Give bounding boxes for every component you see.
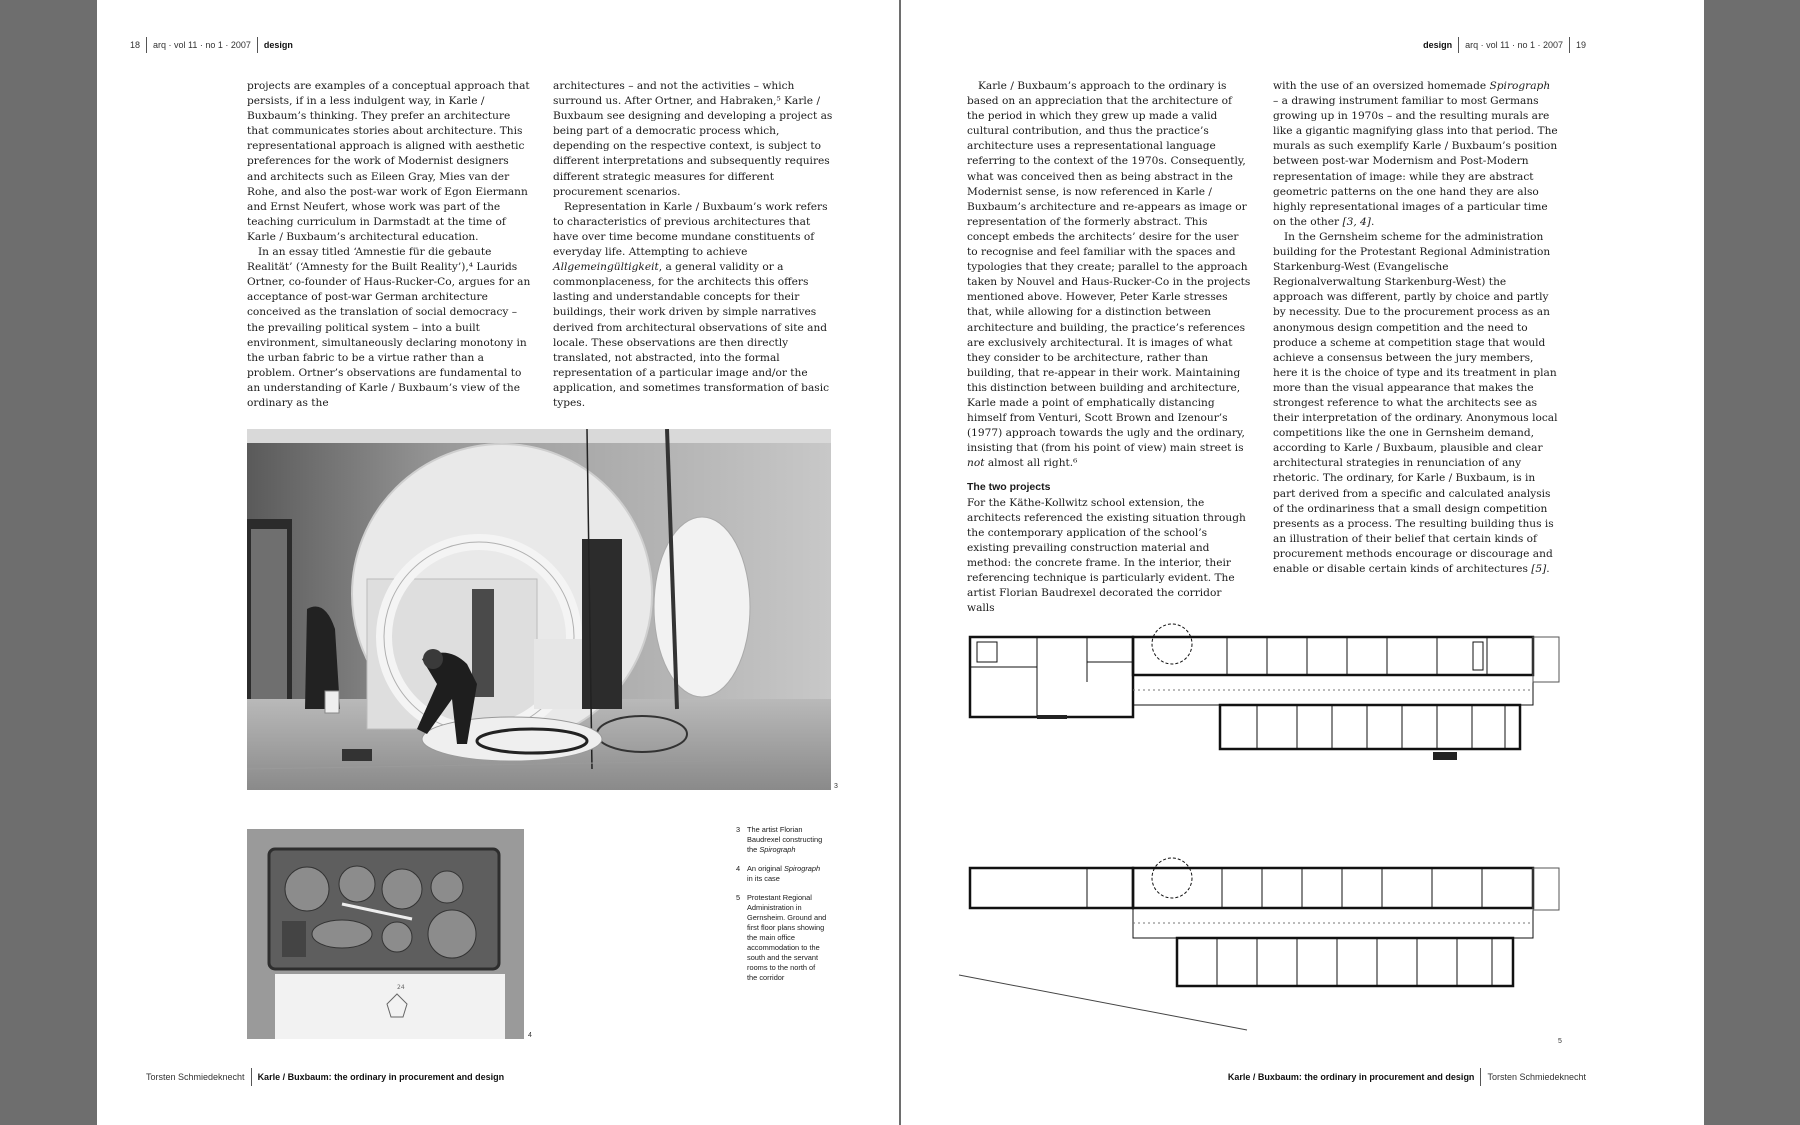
paragraph: projects are examples of a conceptual approach that persists, if in a less indulgent way, in Karle / Buxbaum’s thinking. They prefer an architecture that communicates stories about architecture. This representational approach is aligned with aesthetic preferences for the work of Modernist designers and architects such as Eileen Gray, Mies van der Rohe, and also the post-war work of Egon Eiermann and Ernst Neufert, whose work was part of the teaching curriculum in Darmstadt at the time of Karle / Buxbaum’s architectural education. xyxy=(247,80,530,243)
right-text-column-1 xyxy=(967,79,1252,616)
left-page xyxy=(97,0,899,1125)
right-running-header xyxy=(1423,37,1586,53)
svg-text:24: 24 xyxy=(397,984,405,991)
footer-author: Torsten Schmiedeknecht xyxy=(1487,1072,1586,1082)
footer-article-title: Karle / Buxbaum: the ordinary in procurement and design xyxy=(257,1072,505,1082)
ground-floor-plan xyxy=(967,622,1563,772)
paragraph: with the use of an oversized homemade Spirograph – a drawing instrument familiar to most Germans growing up in 1970s – and the resulting murals are like a gigantic magnifying glass into that period. The murals as such exemplify Karle / Buxbaum’s position between post-war Modernism and Post-Modern representation of image: while they are abstract geometric patterns on the one hand they are also highly representational images of a particular time on the other [3, 4]. xyxy=(1273,80,1558,228)
figure-3-photo xyxy=(247,429,831,790)
figure-captions xyxy=(736,825,827,992)
left-journal-info: arq · vol 11 · no 1 · 2007 xyxy=(153,40,251,50)
right-page xyxy=(901,0,1704,1125)
paragraph: architectures – and not the activities – which surround us. After Ortner, and Habraken,⁵ Karle / Buxbaum see designing and developing a project as being part of a democratic process which, depending on the respective context, is subject to different interpretations and subsequently requires different strategic measures for different procurement scenarios. xyxy=(553,80,833,198)
right-running-footer xyxy=(1228,1068,1586,1086)
caption-3: 3 The artist Florian Baudrexel constructing the Spirograph xyxy=(736,825,823,854)
left-page-number: 18 xyxy=(130,40,141,50)
left-running-footer xyxy=(146,1068,504,1086)
left-running-header xyxy=(130,37,293,53)
left-section-label: design xyxy=(263,40,293,50)
figure-4-number: 4 xyxy=(528,1032,532,1039)
first-floor-plan xyxy=(957,850,1563,1035)
left-text-column-1 xyxy=(247,79,532,411)
right-page-number: 19 xyxy=(1575,40,1586,50)
artist-studio-illustration xyxy=(247,429,831,790)
spirograph-case-illustration xyxy=(247,829,524,1039)
figure-4-photo xyxy=(247,829,524,1039)
footer-article-title: Karle / Buxbaum: the ordinary in procurement and design xyxy=(1227,1072,1475,1082)
left-text-column-2 xyxy=(553,79,837,411)
paragraph: Karle / Buxbaum’s approach to the ordinary is based on an appreciation that the architecture of the period in which they grew up made a valid cultural contribution, and thus the practice’s architecture uses a representational language referring to the context of the 1970s. Consequently, what was conceived then as being abstract in the Modernist sense, is now referenced in Karle / Buxbaum’s architecture and re-appears as image or representation of the formerly abstract. This concept embeds the architects’ desire for the user to recognise and feel familiar with the spaces and typologies that they create; parallel to the approach taken by Nouvel and Haus-Rucker-Co in the projects mentioned above. However, Peter Karle stresses that, while allowing for a distinction between architecture and building, the practice’s references are exclusively architectural. It is images of what they consider to be architecture, rather than building, that re-appear in their work. Maintaining this distinction between building and architecture, Karle made a point of emphatically distancing himself from Venturi, Scott Brown and Izenour’s (1977) approach towards the ugly and the ordinary, insisting that (from his point of view) main street is not almost all right.⁶ xyxy=(967,80,1251,470)
footer-author: Torsten Schmiedeknecht xyxy=(146,1072,245,1082)
paragraph: Representation in Karle / Buxbaum’s work refers to characteristics of previous architectures that have over time become mundane constituents of everyday life. Attempting to achieve Allgemeingültigkeit, a general validity or a commonplaceness, for the architects this offers lasting and understandable concepts for their buildings, their work driven by simple narratives derived from architectural observations of site and locale. These observations are then directly translated, not abstracted, into the formal representation of a particular image and/or the application, and sometimes transformation of basic types. xyxy=(553,200,830,409)
paragraph: In the Gernsheim scheme for the administration building for the Protestant Regional Administration Starkenburg-West (Evangelische Regionalverwaltung Starkenburg-West) the approach was different, partly by choice and partly by necessity. Due to the procurement process as an anonymous design competition and the need to produce a scheme at competition stage that would achieve a consensus between the jury members, here it is the choice of type and its treatment in plan more than the visual appearance that makes the strongest reference to what the architects see as their interpretation of the ordinary. Anonymous local competitions like the one in Gernsheim demand, according to Karle / Buxbaum, plausible and clear architectural strategies in renunciation of any rhetoric. The ordinary, for Karle / Buxbaum, is in part derived from a specific and calculated analysis of the ordinariness that a small design competition presents as a process. The resulting building thus is an illustration of their belief that certain kinds of procurement methods encourage or discourage and enable or disable certain kinds of architectures [5]. xyxy=(1273,230,1558,575)
caption-4: 4 An original Spirograph in its case xyxy=(736,864,821,883)
figure-3-number: 3 xyxy=(834,783,838,790)
paragraph: In an essay titled ‘Amnestie für die gebaute Realität’ (‘Amnesty for the Built Reality’),⁴ Laurids Ortner, co-founder of Haus-Rucker-Co, argues for an acceptance of post-war German architecture conceived as the translation of social democracy – the prevailing political system – into a built environment, simultaneously declaring monotony in the urban fabric to be a virtue rather than a problem. Ortner’s observations are fundamental to an understanding of Karle / Buxbaum’s view of the ordinary as the xyxy=(247,246,531,409)
right-section-label: design xyxy=(1423,40,1453,50)
figure-5-number: 5 xyxy=(1558,1038,1562,1045)
caption-5: 5 Protestant Regional Administration in Gernsheim. Ground and first floor plans showing the main office accommodation to the south and the servant rooms to the north of the corridor xyxy=(736,893,827,982)
paragraph: For the Käthe-Kollwitz school extension, the architects referenced the existing situation through the contemporary application of the school’s existing prevailing construction material and method: the concrete frame. In the interior, their referencing technique is particularly evident. The artist Florian Baudrexel decorated the corridor walls xyxy=(967,496,1246,615)
section-subheading: The two projects xyxy=(967,481,1051,494)
right-journal-info: arq · vol 11 · no 1 · 2007 xyxy=(1465,40,1563,50)
right-text-column-2 xyxy=(1273,79,1558,577)
